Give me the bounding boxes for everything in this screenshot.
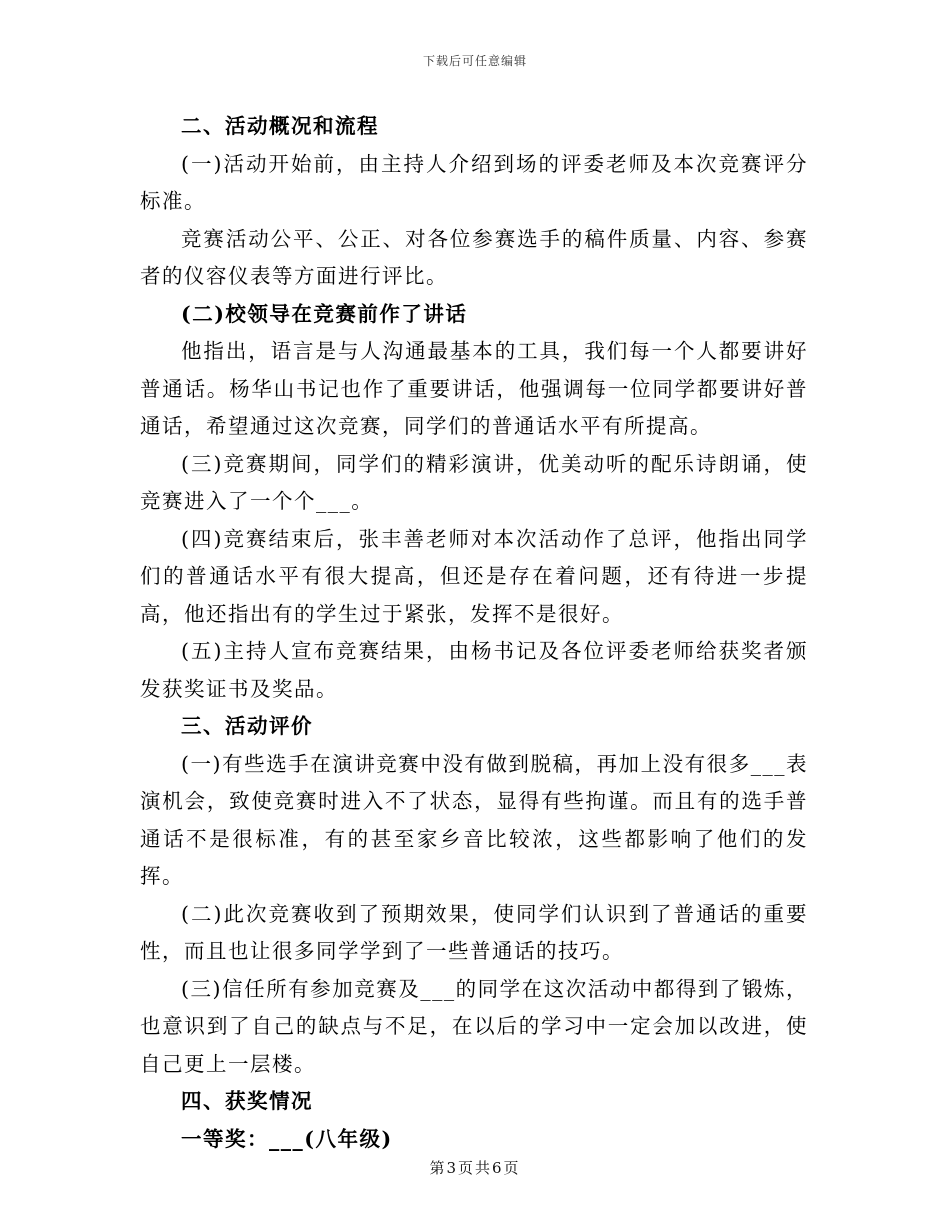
section-heading-evaluation: 三、活动评价: [181, 714, 313, 738]
paragraph: (五)主持人宣布竞赛结果，由杨书记及各位评委老师给获奖者颁发获奖证书及奖品。: [140, 639, 808, 701]
paragraph: (四)竞赛结束后，张丰善老师对本次活动作了总评，他指出同学们的普通话水平有很大提高，但还是存在着问题，还有待进一步提高，他还指出有的学生过于紧张，发挥不是很好。: [140, 526, 808, 626]
award-first-prize: 一等奖：___(八年级): [181, 1126, 393, 1151]
subsection-heading-leader-speech: (二)校领导在竞赛前作了讲话: [181, 301, 468, 326]
section-heading-overview: 二、活动概况和流程: [181, 114, 379, 138]
paragraph: 他指出，语言是与人沟通最基本的工具，我们每一个人都要讲好普通话。杨华山书记也作了重要讲话，他强调每一位同学都要讲好普通话，希望通过这次竞赛，同学们的普通话水平有所提高。: [140, 339, 808, 438]
page-header: 下载后可任意编辑: [422, 54, 527, 68]
document-body: [140, 108, 808, 1158]
section-heading-awards: 四、获奖情况: [181, 1089, 313, 1113]
paragraph: (二)此次竞赛收到了预期效果，使同学们认识到了普通话的重要性，而且也让很多同学学到了一些普通话的技巧。: [140, 901, 808, 963]
page-footer: 第3页共6页: [429, 1159, 521, 1177]
paragraph: (一)有些选手在演讲竞赛中没有做到脱稿，再加上没有很多___表演机会，致使竞赛时进入不了状态，显得有些拘谨。而且有的选手普通话不是很标准，有的甚至家乡音比较浓，这些都影响了他们的发挥。: [140, 751, 808, 888]
paragraph: 竞赛活动公平、公正、对各位参赛选手的稿件质量、内容、参赛者的仪容仪表等方面进行评比。: [140, 226, 808, 288]
paragraph: (三)竞赛期间，同学们的精彩演讲，优美动听的配乐诗朗诵，使竞赛进入了一个个___。: [140, 451, 808, 513]
paragraph: (三)信任所有参加竞赛及___的同学在这次活动中都得到了锻炼，也意识到了自己的缺点与不足，在以后的学习中一定会加以改进，使自己更上一层楼。: [140, 976, 808, 1076]
paragraph: (一)活动开始前，由主持人介绍到场的评委老师及本次竞赛评分标准。: [140, 151, 808, 213]
